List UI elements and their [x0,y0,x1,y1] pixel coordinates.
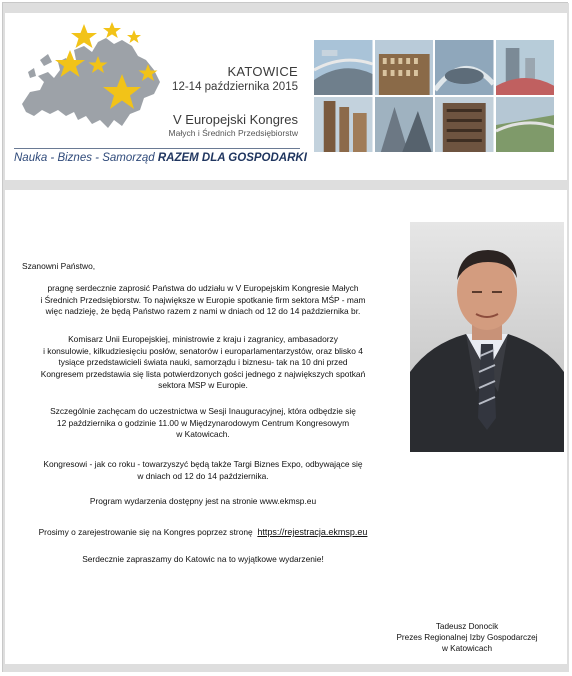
text-line: pragnę serdecznie zaprosić Państwa do udziału w V Europejskim Kongresie Małych [47,283,359,293]
paragraph-closing [12,554,394,566]
collage-photo-2 [375,40,434,95]
paragraph-inaugural-session [12,406,394,441]
text-line: Kongresowi - jak co roku - towarzyszyć będą także Targi Biznes Expo, odbywające się [43,459,363,469]
collage-photo-8 [496,97,555,152]
text-line: Serdecznie zapraszamy do Katowic na to wyjątkowe wydarzenie! [82,554,324,564]
collage-photo-7 [435,97,494,152]
text-line: w dniach od 12 do 14 października. [137,470,269,481]
text-line [12,527,394,539]
text-line: Kongresem przedstawia się lista potwierdzonych gości jednego z największych spotkań [40,368,366,379]
collage-photo-1 [314,40,373,95]
signature-place: w Katowicach [441,643,493,653]
bottom-band [3,664,569,672]
header-divider-band [3,180,569,190]
paragraph-guests [12,334,394,392]
text-line: Szczególnie zachęcam do uczestnictwa w Sesji Inauguracyjnej, która odbędzie się [50,406,356,416]
collage-photo-4 [496,40,555,95]
right-band [567,3,569,672]
event-city: KATOWICE [227,64,298,79]
collage-photo-3 [435,40,494,95]
event-dates: 12-14 października 2015 [172,81,298,93]
congress-logo [14,16,170,146]
registration-link[interactable]: https://rejestracja.ekmsp.eu [257,527,368,537]
text-line: Komisarz Unii Europejskiej, ministrowie z kraju i zagranicy, ambasadorzy [68,334,338,344]
europe-map-graphic [22,38,160,128]
congress-title: V Europejski Kongres [172,112,298,127]
text-line: 12 października o godzinie 11.00 w Międzynarodowym Centrum Kongresowym [56,417,350,428]
greeting: Szanowni Państwo, [22,261,96,271]
photo-collage [314,40,554,152]
signature-block [386,622,548,654]
congress-subtitle: Małych i Średnich Przedsiębiorstw [168,128,298,138]
tagline-regular: Nauka - Biznes - Samorząd [14,152,155,164]
text-line: sektora MSP w Europie. [158,380,248,391]
tagline-bold: RAZEM DLA GOSPODARKI [157,152,307,164]
text-line: więc nadzieję, że będą Państwo razem z nami w dniach od 12 do 14 października br. [45,306,361,317]
paragraph-invitation [12,283,394,318]
left-band [3,3,5,672]
top-band [3,3,569,13]
signature-role: Prezes Regionalnej Izby Gospodarczej [396,632,538,642]
paragraph-registration [12,527,394,539]
paragraph-program [12,496,394,508]
tagline-rule [14,148,300,149]
text-line: i Średnich Przedsiębiorstw. To największe w Europie spotkanie firm sektora MŚP - mam [40,294,366,305]
collage-photo-5 [314,97,373,152]
text-line: i konsulowie, kilkudziesięciu posłów, senatorów i europarlamentarzystów, oraz blisko 4 [43,345,363,356]
registration-text: Prosimy o zarejestrowanie się na Kongres poprzez stronę [38,527,253,537]
paragraph-expo [12,459,394,482]
tagline [14,152,307,164]
collage-photo-6 [375,97,434,152]
text-line: Program wydarzenia dostępny jest na stronie www.ekmsp.eu [89,496,317,506]
signature-name: Tadeusz Donocik [435,622,499,631]
text-line: w Katowicach. [176,429,230,440]
portrait-photo [410,222,564,452]
text-line: tysiące przedstawicieli świata nauki, samorządu i biznesu- tak na 10 dni przed [58,357,348,368]
